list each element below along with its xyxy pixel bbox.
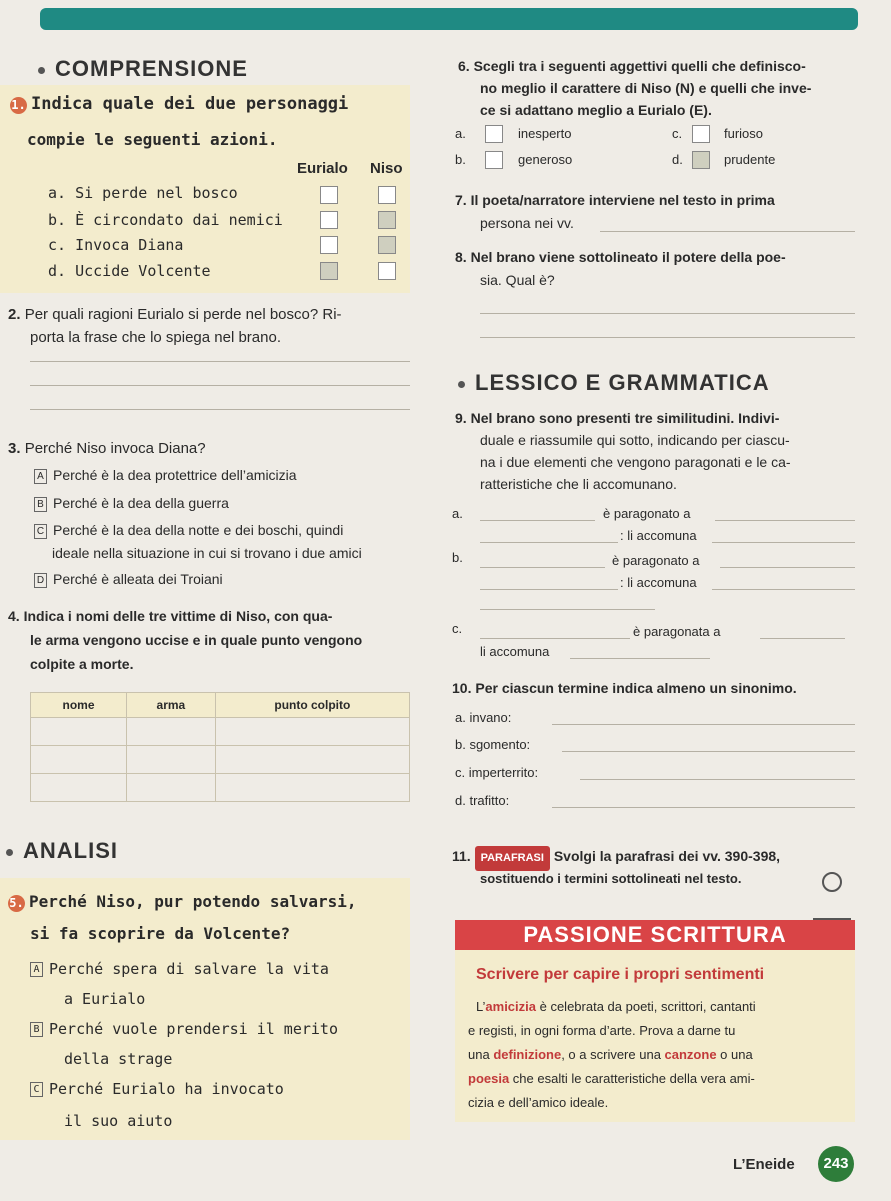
q9-a-mid: è paragonato a <box>603 506 691 521</box>
scrittura-line-5: cizia e dell’amico ideale. <box>468 1095 609 1110</box>
table-row[interactable] <box>31 718 410 746</box>
q10-item-d: d. trafitto: <box>455 793 510 808</box>
q3-option-d[interactable]: D Perché è alleata dei Troiani <box>34 569 223 590</box>
answer-line[interactable] <box>480 608 655 610</box>
question-9-text-3: na i due elementi che vengono paragonati e le ca- <box>480 454 791 470</box>
book-title: L’Eneide <box>733 1156 795 1173</box>
q6-adj-furioso: furioso <box>724 126 764 141</box>
parafrasi-tag: PARAFRASI <box>475 846 550 871</box>
q6-letter-c: c. <box>672 126 683 141</box>
q6-letter-d: d. <box>672 152 683 167</box>
question-3-text: 3. Perché Niso invoca Diana? <box>8 440 206 457</box>
q6-box-b[interactable] <box>485 151 503 169</box>
question-4-text: 4. Indica i nomi delle tre vittime di Niso, con qua- <box>8 608 333 624</box>
answer-line[interactable] <box>570 657 710 659</box>
q3-option-c-cont: ideale nella situazione in cui si trovano i due amici <box>52 545 362 561</box>
question-4-text-2: le arma vengono uccise e in quale punto vengono <box>30 632 363 648</box>
column-niso: Niso <box>370 160 403 177</box>
question-9-text-2: duale e riassumile qui sotto, indicando per ciascu- <box>480 432 790 448</box>
answer-line[interactable] <box>480 637 630 639</box>
q5-option-a[interactable]: A Perché spera di salvare la vita <box>30 960 329 978</box>
checkbox-a-niso[interactable] <box>378 186 396 204</box>
q6-adj-inesperto: inesperto <box>518 126 572 141</box>
q9-b-mid: è paragonato a <box>612 553 700 568</box>
answer-line[interactable] <box>720 566 855 568</box>
q5-option-c-cont: il suo aiuto <box>64 1112 173 1130</box>
answer-line[interactable] <box>552 806 855 808</box>
answer-line[interactable] <box>30 384 410 386</box>
q9-label-c: c. <box>452 621 463 636</box>
answer-line[interactable] <box>480 588 618 590</box>
q1-item-a: a. Si perde nel bosco <box>48 184 238 202</box>
scrittura-line-3: una definizione, o a scrivere una canzone o una <box>468 1047 753 1062</box>
section-title-lessico: LESSICO E GRAMMATICA <box>458 370 770 396</box>
q5-option-b[interactable]: B Perché vuole prendersi il merito <box>30 1020 338 1038</box>
question-6-text-2: no meglio il carattere di Niso (N) e quelli che inve- <box>480 80 812 96</box>
q9-c-mid: è paragonata a <box>633 624 721 639</box>
checkbox-a-eurialo[interactable] <box>320 186 338 204</box>
table-header-punto: punto colpito <box>215 693 409 718</box>
question-6-text: 6. Scegli tra i seguenti aggettivi quelli che definisco- <box>458 58 806 74</box>
q10-item-b: b. sgomento: <box>455 737 531 752</box>
answer-line[interactable] <box>30 360 410 362</box>
question-7-text: 7. Il poeta/narratore interviene nel testo in prima <box>455 192 775 208</box>
section-title-comprensione: COMPRENSIONE <box>38 56 248 82</box>
answer-line[interactable] <box>480 566 605 568</box>
table-header-arma: arma <box>127 693 216 718</box>
passione-scrittura-banner: PASSIONE SCRITTURA <box>455 920 855 950</box>
person-icon <box>822 872 842 892</box>
answer-line[interactable] <box>480 336 855 338</box>
question-11-text: 11. PARAFRASI Svolgi la parafrasi dei vv. 390-398, <box>452 846 780 871</box>
question-2-text: 2. Per quali ragioni Eurialo si perde nel bosco? Ri- <box>8 306 342 323</box>
page-number: 243 <box>818 1146 854 1182</box>
q6-letter-b: b. <box>455 152 466 167</box>
question-8-text-2: sia. Qual è? <box>480 272 555 288</box>
checkbox-c-eurialo[interactable] <box>320 236 338 254</box>
q6-letter-a: a. <box>455 126 466 141</box>
checkbox-d-niso[interactable] <box>378 262 396 280</box>
q6-box-a[interactable] <box>485 125 503 143</box>
answer-line[interactable] <box>480 541 618 543</box>
checkbox-d-eurialo[interactable] <box>320 262 338 280</box>
question-10-text: 10. Per ciascun termine indica almeno un sinonimo. <box>452 680 797 696</box>
question-6-text-3: ce si adattano meglio a Eurialo (E). <box>480 102 712 118</box>
scrittura-line-4: poesia che esalti le caratteristiche della vera ami- <box>468 1071 755 1086</box>
table-header-nome: nome <box>31 693 127 718</box>
question-5-text-2: si fa scoprire da Volcente? <box>30 924 291 943</box>
answer-line[interactable] <box>30 408 410 410</box>
q9-a-acc: : li accomuna <box>620 528 697 543</box>
question-4-text-3: colpite a morte. <box>30 656 134 672</box>
question-2-text-2: porta la frase che lo spiega nel brano. <box>30 329 281 346</box>
hands-icon <box>813 898 851 921</box>
q5-option-c[interactable]: C Perché Eurialo ha invocato <box>30 1080 284 1098</box>
scrittura-line-2: e registi, in ogni forma d’arte. Prova a darne tu <box>468 1023 736 1038</box>
answer-line[interactable] <box>712 588 855 590</box>
answer-line[interactable] <box>760 637 845 639</box>
question-11-text-2: sostituendo i termini sottolineati nel testo. <box>480 871 742 886</box>
q9-label-b: b. <box>452 550 463 565</box>
q10-item-c: c. imperterrito: <box>455 765 539 780</box>
answer-line[interactable] <box>562 750 855 752</box>
scrittura-subtitle: Scrivere per capire i propri sentimenti <box>476 966 765 983</box>
question-5-box <box>0 878 410 1140</box>
q6-adj-prudente: prudente <box>724 152 776 167</box>
q1-item-b: b. È circondato dai nemici <box>48 211 283 229</box>
checkbox-c-niso[interactable] <box>378 236 396 254</box>
top-header-bar <box>40 8 858 30</box>
table-row[interactable] <box>31 746 410 774</box>
question-8-text: 8. Nel brano viene sottolineato il potere della poe- <box>455 249 786 265</box>
checkbox-b-niso[interactable] <box>378 211 396 229</box>
question-9-text-4: ratteristiche che li accomunano. <box>480 476 677 492</box>
q3-option-a[interactable]: A Perché è la dea protettrice dell’amicizia <box>34 465 297 486</box>
q5-option-a-cont: a Eurialo <box>64 990 146 1008</box>
section-title-analisi: ANALISI <box>6 838 118 864</box>
victims-table <box>30 692 410 802</box>
question-5-text: 5. Perché Niso, pur potendo salvarsi, <box>9 892 357 911</box>
table-row[interactable] <box>31 774 410 802</box>
q5-option-b-cont: della strage <box>64 1050 173 1068</box>
q3-option-b[interactable]: B Perché è la dea della guerra <box>34 493 229 514</box>
q6-adj-generoso: generoso <box>518 152 573 167</box>
checkbox-b-eurialo[interactable] <box>320 211 338 229</box>
q6-box-d[interactable] <box>692 151 710 169</box>
q9-label-a: a. <box>452 506 463 521</box>
scrittura-line-1: L’amicizia è celebrata da poeti, scrittori, cantanti <box>476 999 756 1014</box>
q10-item-a: a. invano: <box>455 710 512 725</box>
answer-line[interactable] <box>580 778 855 780</box>
q9-c-acc: li accomuna <box>480 644 550 659</box>
column-eurialo: Eurialo <box>297 160 348 177</box>
question-1-text-2: compie le seguenti azioni. <box>27 130 278 149</box>
answer-line[interactable] <box>715 519 855 521</box>
q3-option-c[interactable]: C Perché è la dea della notte e dei boschi, quindi <box>34 520 343 541</box>
question-1-text: 1. Indica quale dei due personaggi <box>11 94 349 114</box>
answer-line[interactable] <box>480 519 595 521</box>
answer-line[interactable] <box>552 723 855 725</box>
q6-box-c[interactable] <box>692 125 710 143</box>
q1-item-d: d. Uccide Volcente <box>48 262 211 280</box>
answer-line[interactable] <box>480 312 855 314</box>
question-7-text-2: persona nei vv. <box>480 215 574 231</box>
q9-b-acc: : li accomuna <box>620 575 697 590</box>
answer-line[interactable] <box>600 230 855 232</box>
question-9-text: 9. Nel brano sono presenti tre similitudini. Indivi- <box>455 410 780 426</box>
answer-line[interactable] <box>712 541 855 543</box>
q1-item-c: c. Invoca Diana <box>48 236 184 254</box>
